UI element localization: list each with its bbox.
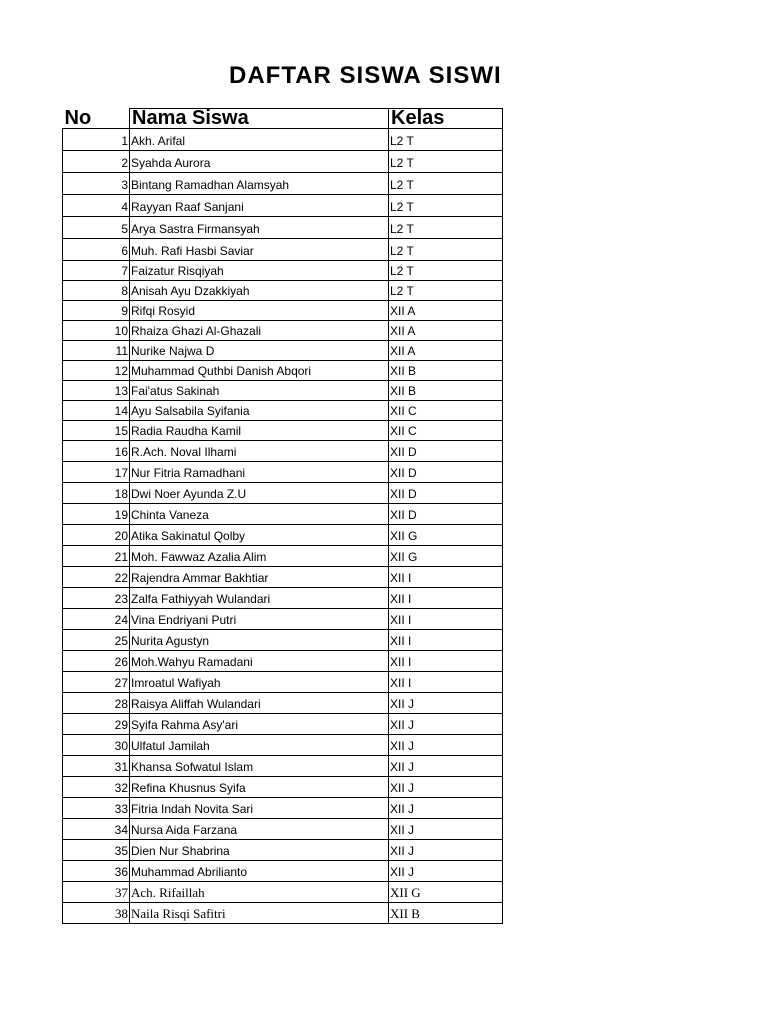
row-number: 38 — [63, 903, 130, 924]
table-row — [63, 861, 503, 882]
row-number: 15 — [63, 421, 130, 441]
student-class: L2 T — [389, 173, 503, 195]
table-row — [63, 381, 503, 401]
header-no: No — [63, 109, 130, 129]
student-name: Moh.Wahyu Ramadani — [130, 651, 389, 672]
student-name: Faizatur Risqiyah — [130, 261, 389, 281]
table-row — [63, 173, 503, 195]
student-name: Dien Nur Shabrina — [130, 840, 389, 861]
row-number: 20 — [63, 525, 130, 546]
student-class: L2 T — [389, 239, 503, 261]
student-name: Ach. Rifaillah — [130, 882, 389, 903]
student-class: L2 T — [389, 151, 503, 173]
row-number: 35 — [63, 840, 130, 861]
table-row — [63, 609, 503, 630]
row-number: 5 — [63, 217, 130, 239]
student-class: XII D — [389, 441, 503, 462]
student-name: Nurike Najwa D — [130, 341, 389, 361]
student-name: Rifqi Rosyid — [130, 301, 389, 321]
table-header-row — [63, 109, 503, 129]
student-name: Imroatul Wafiyah — [130, 672, 389, 693]
student-class: XII C — [389, 401, 503, 421]
student-name: Radia Raudha Kamil — [130, 421, 389, 441]
table-row — [63, 281, 503, 301]
table-row — [63, 798, 503, 819]
student-class: XII B — [389, 361, 503, 381]
student-name: Anisah Ayu Dzakkiyah — [130, 281, 389, 301]
student-name: Dwi Noer Ayunda Z.U — [130, 483, 389, 504]
student-class: XII B — [389, 381, 503, 401]
row-number: 27 — [63, 672, 130, 693]
table-row — [63, 819, 503, 840]
student-class: L2 T — [389, 195, 503, 217]
student-class: XII B — [389, 903, 503, 924]
row-number: 12 — [63, 361, 130, 381]
student-class: XII D — [389, 504, 503, 525]
student-class: XII J — [389, 735, 503, 756]
table-row — [63, 714, 503, 735]
student-name: Bintang Ramadhan Alamsyah — [130, 173, 389, 195]
table-row — [63, 546, 503, 567]
student-class: XII A — [389, 301, 503, 321]
table-row — [63, 217, 503, 239]
row-number: 2 — [63, 151, 130, 173]
row-number: 30 — [63, 735, 130, 756]
student-class: XII J — [389, 693, 503, 714]
table-row — [63, 630, 503, 651]
row-number: 19 — [63, 504, 130, 525]
table-row — [63, 341, 503, 361]
student-class: L2 T — [389, 261, 503, 281]
row-number: 6 — [63, 239, 130, 261]
table-row — [63, 239, 503, 261]
student-name: Zalfa Fathiyyah Wulandari — [130, 588, 389, 609]
table-row — [63, 777, 503, 798]
student-class: XII I — [389, 609, 503, 630]
table-row — [63, 151, 503, 173]
student-class: XII J — [389, 714, 503, 735]
table-row — [63, 261, 503, 281]
student-name: Chinta Vaneza — [130, 504, 389, 525]
table-row — [63, 693, 503, 714]
row-number: 10 — [63, 321, 130, 341]
student-name: Muhammad Quthbi Danish Abqori — [130, 361, 389, 381]
table-row — [63, 129, 503, 151]
table-row — [63, 401, 503, 421]
student-class: XII J — [389, 798, 503, 819]
student-table — [62, 108, 503, 924]
student-name: Nurita Agustyn — [130, 630, 389, 651]
row-number: 13 — [63, 381, 130, 401]
row-number: 9 — [63, 301, 130, 321]
table-row — [63, 301, 503, 321]
student-name: Naila Risqi Safitri — [130, 903, 389, 924]
row-number: 22 — [63, 567, 130, 588]
row-number: 1 — [63, 129, 130, 151]
student-name: Ulfatul Jamilah — [130, 735, 389, 756]
row-number: 33 — [63, 798, 130, 819]
header-name: Nama Siswa — [130, 109, 389, 129]
row-number: 25 — [63, 630, 130, 651]
student-name: R.Ach. Noval Ilhami — [130, 441, 389, 462]
table-row — [63, 525, 503, 546]
table-row — [63, 504, 503, 525]
table-row — [63, 567, 503, 588]
row-number: 21 — [63, 546, 130, 567]
student-class: XII G — [389, 882, 503, 903]
student-class: XII I — [389, 567, 503, 588]
table-row — [63, 651, 503, 672]
row-number: 16 — [63, 441, 130, 462]
student-class: XII J — [389, 756, 503, 777]
row-number: 28 — [63, 693, 130, 714]
row-number: 29 — [63, 714, 130, 735]
student-class: XII C — [389, 421, 503, 441]
student-class: XII D — [389, 483, 503, 504]
student-name: Arya Sastra Firmansyah — [130, 217, 389, 239]
student-class: L2 T — [389, 281, 503, 301]
table-row — [63, 441, 503, 462]
table-row — [63, 361, 503, 381]
table-row — [63, 756, 503, 777]
student-name: Refina Khusnus Syifa — [130, 777, 389, 798]
row-number: 8 — [63, 281, 130, 301]
table-row — [63, 462, 503, 483]
student-name: Syifa Rahma Asy'ari — [130, 714, 389, 735]
table-row — [63, 735, 503, 756]
row-number: 17 — [63, 462, 130, 483]
student-class: XII D — [389, 462, 503, 483]
table-row — [63, 483, 503, 504]
table-row — [63, 672, 503, 693]
row-number: 24 — [63, 609, 130, 630]
student-class: XII I — [389, 672, 503, 693]
student-class: XII I — [389, 630, 503, 651]
student-class: XII J — [389, 840, 503, 861]
row-number: 37 — [63, 882, 130, 903]
student-class: XII I — [389, 588, 503, 609]
student-name: Rhaiza Ghazi Al-Ghazali — [130, 321, 389, 341]
row-number: 26 — [63, 651, 130, 672]
student-name: Nursa Aida Farzana — [130, 819, 389, 840]
row-number: 7 — [63, 261, 130, 281]
student-class: XII G — [389, 546, 503, 567]
row-number: 32 — [63, 777, 130, 798]
student-name: Ayu Salsabila Syifania — [130, 401, 389, 421]
row-number: 3 — [63, 173, 130, 195]
student-name: Muhammad Abrilianto — [130, 861, 389, 882]
student-name: Fitria Indah Novita Sari — [130, 798, 389, 819]
student-class: XII A — [389, 341, 503, 361]
student-class: XII A — [389, 321, 503, 341]
student-name: Syahda Aurora — [130, 151, 389, 173]
student-class: L2 T — [389, 129, 503, 151]
table-row — [63, 321, 503, 341]
header-kelas: Kelas — [389, 109, 503, 129]
student-class: L2 T — [389, 217, 503, 239]
student-name: Rajendra Ammar Bakhtiar — [130, 567, 389, 588]
document-title: DAFTAR SISWA SISWI — [229, 62, 502, 86]
student-class: XII G — [389, 525, 503, 546]
table-row — [63, 588, 503, 609]
student-name: Vina Endriyani Putri — [130, 609, 389, 630]
student-class: XII I — [389, 651, 503, 672]
row-number: 34 — [63, 819, 130, 840]
student-name: Raisya Aliffah Wulandari — [130, 693, 389, 714]
student-name: Atika Sakinatul Qolby — [130, 525, 389, 546]
table-row — [63, 195, 503, 217]
row-number: 4 — [63, 195, 130, 217]
row-number: 23 — [63, 588, 130, 609]
table-row — [63, 882, 503, 903]
student-class: XII J — [389, 777, 503, 798]
row-number: 18 — [63, 483, 130, 504]
row-number: 11 — [63, 341, 130, 361]
student-name: Fai'atus Sakinah — [130, 381, 389, 401]
row-number: 36 — [63, 861, 130, 882]
table-row — [63, 421, 503, 441]
student-name: Akh. Arifal — [130, 129, 389, 151]
student-class: XII J — [389, 861, 503, 882]
row-number: 14 — [63, 401, 130, 421]
table-row — [63, 903, 503, 924]
student-name: Muh. Rafi Hasbi Saviar — [130, 239, 389, 261]
student-name: Khansa Sofwatul Islam — [130, 756, 389, 777]
student-class: XII J — [389, 819, 503, 840]
student-name: Rayyan Raaf Sanjani — [130, 195, 389, 217]
row-number: 31 — [63, 756, 130, 777]
table-row — [63, 840, 503, 861]
student-name: Moh. Fawwaz Azalia Alim — [130, 546, 389, 567]
student-name: Nur Fitria Ramadhani — [130, 462, 389, 483]
